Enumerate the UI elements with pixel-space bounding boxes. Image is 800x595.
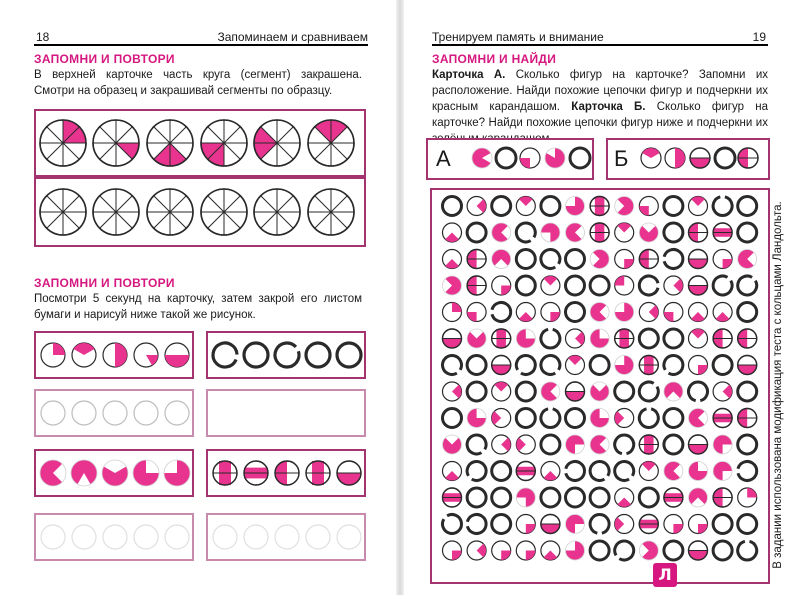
landolt-ring (664, 541, 683, 560)
segment-fill (501, 286, 511, 296)
landolt-ring (442, 356, 461, 375)
landolt-ring (713, 515, 732, 534)
faint-circle (72, 525, 96, 549)
landolt-ring (541, 329, 560, 348)
landolt-ring (213, 343, 237, 367)
landolt-ring (615, 382, 634, 401)
landolt-ring (570, 148, 590, 168)
segment-fill (664, 312, 674, 322)
segment-fill (443, 339, 462, 349)
segment-fill (689, 445, 708, 455)
segment-fill (526, 551, 536, 561)
landolt-ring (496, 148, 516, 168)
landolt-ring (664, 356, 683, 375)
segment-fill (53, 343, 65, 355)
landolt-ring (541, 197, 560, 216)
segment-fill (639, 206, 649, 216)
landolt-ring (337, 343, 361, 367)
faint-circle (306, 525, 330, 549)
publisher-logo: Л (653, 563, 677, 587)
landolt-ring (244, 343, 268, 367)
landolt-ring (738, 461, 757, 480)
section-text-segments: В верхней карточке часть круга (сегмент) закрашена. Смотри на образец и закрашивай сегменты по образцу. (34, 69, 362, 97)
landolt-ring (516, 382, 535, 401)
landolt-ring (664, 250, 683, 269)
section-text-copy: Посмотри 5 секунд на карточку, затем закрой его листом бумаги и нарисуй ниже такой же рисунок. (34, 293, 362, 321)
section-title-remember-find: ЗАПОМНИ И НАЙДИ (432, 52, 557, 66)
landolt-ring (738, 515, 757, 534)
landolt-ring (566, 462, 585, 481)
segment-fill (165, 355, 189, 367)
landolt-ring (738, 223, 757, 242)
landolt-ring (275, 343, 299, 367)
card-a-letter: А (436, 146, 451, 171)
segment-fill (675, 148, 685, 168)
landolt-ring (492, 197, 511, 216)
landolt-ring (566, 409, 585, 428)
landolt-ring (516, 276, 535, 295)
segment-fill (566, 392, 585, 402)
landolt-ring (664, 409, 683, 428)
card-b-text: Сколько фигур на карточке? Найди похожие цепочки фигур ниже и подчеркни их (432, 101, 768, 129)
landolt-ring (467, 356, 486, 375)
landolt-ring (442, 515, 461, 534)
landolt-ring (713, 356, 732, 375)
segment-fill (738, 365, 757, 375)
segment-fill (492, 365, 511, 375)
landolt-ring (492, 462, 511, 481)
landolt-ring (639, 276, 658, 295)
section-title-remember-repeat-1: ЗАПОМНИ И ПОВТОРИ (34, 52, 175, 66)
landolt-ring (639, 409, 658, 428)
landolt-ring (566, 303, 585, 322)
segment-fill (541, 524, 560, 534)
segment-fill (467, 312, 477, 322)
card-b-label: Карточка Б. (571, 101, 646, 113)
landolt-ring (715, 148, 735, 168)
landolt-ring (713, 276, 732, 295)
landolt-ring (306, 343, 330, 367)
faint-circle (337, 525, 361, 549)
segment-fill (698, 365, 708, 375)
card-a-text: Сколько фигур на карточке? Запомни их расположение. Найди похожие цепочки фигур и подчеркни их красным карандашом. (432, 69, 768, 113)
segment-fill (689, 551, 708, 561)
segment-fill (747, 488, 757, 498)
landolt-ring (738, 197, 757, 216)
landolt-ring (467, 435, 486, 454)
landolt-ring (615, 461, 634, 480)
landolt-ring (664, 435, 683, 454)
landolt-ring (566, 276, 585, 295)
empty-circle (103, 401, 127, 425)
landolt-ring (713, 541, 732, 560)
segment-fill (698, 524, 708, 534)
landolt-ring (688, 382, 707, 401)
landolt-ring (516, 250, 535, 269)
landolt-ring (615, 541, 634, 560)
landolt-ring (639, 329, 658, 348)
landolt-ring (664, 329, 683, 348)
landolt-ring (639, 488, 658, 507)
faint-circle (213, 525, 237, 549)
empty-circle (165, 401, 189, 425)
landolt-ring (615, 435, 634, 454)
landolt-ring (541, 250, 560, 269)
landolt-ring (467, 382, 486, 401)
segment-fill (673, 524, 683, 534)
segment-fill (337, 473, 361, 485)
segment-fill (615, 276, 625, 286)
landolt-ring (492, 488, 511, 507)
landolt-ring (738, 541, 757, 560)
landolt-ring (590, 462, 609, 481)
segment-fill (723, 259, 733, 269)
landolt-ring (443, 197, 462, 216)
landolt-ring (639, 382, 658, 401)
landolt-ring (467, 223, 486, 242)
landolt-ring (590, 515, 609, 534)
faint-circle (134, 525, 158, 549)
faint-circle (244, 525, 268, 549)
faint-circle (275, 525, 299, 549)
landolt-ring (467, 488, 486, 507)
segment-fill (689, 259, 708, 269)
running-head-right: Тренируем память и внимание (432, 30, 604, 44)
landolt-ring (664, 223, 683, 242)
segment-fill (501, 551, 511, 561)
segment-fill (526, 524, 536, 534)
segment-fill (520, 158, 530, 168)
card-b-letter: Б (614, 146, 629, 171)
landolt-ring (738, 382, 757, 401)
card-a-label: Карточка А. (432, 69, 506, 81)
landolt-ring (492, 515, 511, 534)
landolt-ring (590, 488, 609, 507)
landolt-ring (443, 409, 462, 428)
landolt-ring (467, 462, 486, 481)
landolt-ring (566, 250, 585, 269)
landolt-ring (516, 223, 535, 242)
landolt-ring (541, 356, 560, 375)
landolt-ring (566, 488, 585, 507)
segment-fill (550, 312, 560, 322)
empty-circle (72, 401, 96, 425)
landolt-ring (492, 303, 511, 322)
empty-circle (41, 401, 65, 425)
landolt-ring (541, 409, 560, 428)
empty-circle (134, 401, 158, 425)
side-note-text: В задании использована модификация теста с кольцами Ландольта. (772, 201, 784, 569)
landolt-ring (664, 197, 683, 216)
landolt-ring (738, 435, 757, 454)
faint-circle (41, 525, 65, 549)
landolt-ring (541, 488, 560, 507)
segment-fill (624, 259, 634, 269)
landolt-ring (713, 197, 732, 216)
segment-fill (689, 286, 708, 296)
running-head-left: Запоминаем и сравниваем (217, 30, 368, 44)
faint-circle (165, 525, 189, 549)
faint-circle (103, 525, 127, 549)
landolt-ring (516, 409, 535, 428)
page-number-left: 18 (36, 30, 50, 44)
landolt-ring (738, 276, 757, 295)
landolt-ring (590, 541, 609, 560)
segment-fill (115, 343, 127, 367)
segment-fill (452, 303, 462, 313)
landolt-ring (738, 303, 757, 322)
landolt-ring (590, 356, 609, 375)
segment-fill (690, 158, 710, 168)
landolt-ring (590, 276, 609, 295)
segment-fill (102, 467, 128, 487)
section-title-remember-repeat-2: ЗАПОМНИ И ПОВТОРИ (34, 276, 175, 290)
landolt-ring (467, 514, 486, 533)
page-number-right: 19 (752, 30, 766, 44)
landolt-ring (516, 356, 535, 375)
landolt-ring (541, 435, 560, 454)
segment-fill (452, 551, 462, 561)
